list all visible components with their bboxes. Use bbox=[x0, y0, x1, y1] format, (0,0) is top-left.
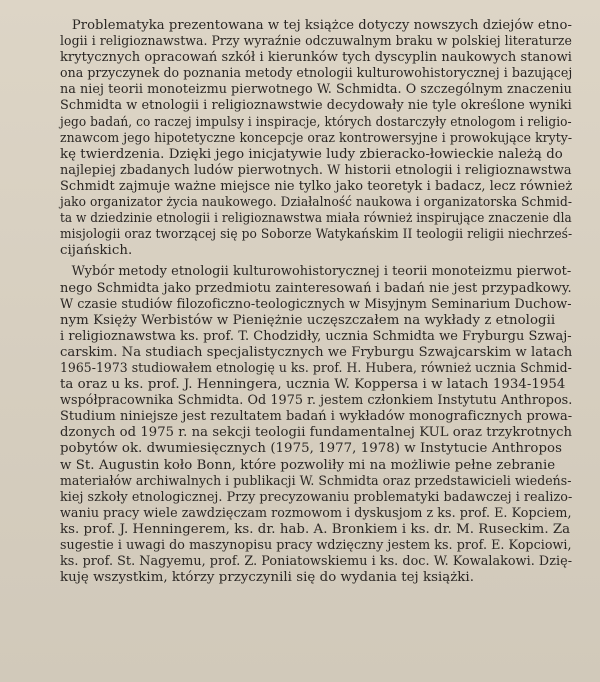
text-line: sugestie i uwagi do maszynopisu pracy wdzięczny jestem ks. prof. E. Kopciowi, bbox=[60, 538, 572, 553]
text-line: Problematyka prezentowana w tej książce dotyczy nowszych dziejów etno- bbox=[71, 18, 572, 33]
text-line: materiałów archiwalnych i publikacji W. Schmidta oraz przedstawicieli wiedeńs- bbox=[60, 473, 572, 489]
text-line: ta oraz u ks. prof. J. Henningera, ucznia W. Koppersa i w latach 1934-1954 bbox=[60, 377, 566, 393]
text-line: kuję wszystkim, którzy przyczynili się do wydania tej książki. bbox=[60, 570, 474, 586]
text-line: Studium niniejsze jest rezultatem badań i wykładów monograficznych prowa- bbox=[60, 409, 573, 425]
text-line: współpracownika Schmidta. Od 1975 r. jestem członkiem Instytutu Anthropos. bbox=[60, 393, 573, 409]
text-line: jako organizator życia naukowego. Działalność naukowa i organizatorska Schmid- bbox=[60, 195, 573, 211]
text-line: na niej teorii monoteizmu pierwotnego W. Schmidta. O szczególnym znaczeniu bbox=[60, 82, 572, 98]
text-line: ona przyczynek do poznania metody etnologii kulturowohistorycznej i bazującej bbox=[60, 66, 573, 82]
text-line: jego badań, co raczej impulsy i inspiracje, których dostarczyły etnologom i religio- bbox=[60, 114, 572, 130]
text-line: W czasie studiów filozoficzno-teologicznych w Misyjnym Seminarium Duchow- bbox=[60, 296, 572, 312]
text-line: ta w dziedzinie etnologii i religioznawstwa miała również inspirujące znaczenie dla bbox=[60, 211, 572, 227]
text-line: misjologii oraz tworzącej się po Soborze Watykańskim II teologii religii niechrześ- bbox=[60, 227, 573, 243]
text-line: kę twierdzenia. Dzięki jego inicjatywie ludy zbieracko-łowieckie należą do bbox=[60, 146, 563, 162]
text-line: 1965-1973 studiowałem etnologię u ks. prof. H. Hubera, również ucznia Schmid- bbox=[60, 360, 572, 376]
text-line: w St. Augustin koło Bonn, które pozwoliły mi na możliwie pełne zebranie bbox=[60, 457, 556, 473]
paragraph-1 bbox=[60, 18, 572, 259]
text-line: najlepiej zbadanych ludów pierwotnych. W historii etnologii i religioznawstwa bbox=[60, 162, 572, 178]
body-text bbox=[60, 18, 572, 586]
text-line: waniu pracy wiele zawdzięczam rozmowom i dyskusjom z ks. prof. E. Kopciem, bbox=[60, 505, 572, 521]
text-line: krytycznych opracowań szkół i kierunków tych dyscyplin naukowych stanowi bbox=[60, 50, 573, 66]
text-line: ks. prof. J. Henningerem, ks. dr. hab. A. Bronkiem i ks. dr. M. Ruseckim. Za bbox=[60, 521, 571, 537]
text-line: ks. prof. St. Nagyemu, prof. Z. Poniatowskiemu i ks. doc. W. Kowalakowi. Dzię- bbox=[60, 554, 573, 570]
text-line: cijańskich. bbox=[60, 243, 133, 259]
text-line: carskim. Na studiach specjalistycznych we Fryburgu Szwajcarskim w latach bbox=[60, 344, 573, 360]
text-line: nym Księży Werbistów w Pieniężnie uczęszczałem na wykłady z etnologii bbox=[60, 312, 556, 328]
text-line: pobytów ok. dwumiesięcznych (1975, 1977, 1978) w Instytucie Anthropos bbox=[60, 441, 562, 457]
text-line: i religioznawstwa ks. prof. T. Chodzidły, ucznia Schmidta we Fryburgu Szwaj- bbox=[60, 328, 572, 344]
text-line: kiej szkoły etnologicznej. Przy precyzowaniu problematyki badawczej i realizo- bbox=[60, 489, 573, 505]
text-line: dzonych od 1975 r. na sekcji teologii fundamentalnej KUL oraz trzykrotnych bbox=[60, 425, 573, 441]
text-line: znawcom jego hipotetyczne koncepcje oraz kontrowersyjne i prowokujące kryty- bbox=[60, 130, 573, 146]
text-line: Wybór metody etnologii kulturowohistorycznej i teorii monoteizmu pierwot- bbox=[71, 264, 572, 280]
text-line: Schmidt zajmuje ważne miejsce nie tylko jako teoretyk i badacz, lecz również bbox=[60, 178, 573, 194]
text-line: logii i religioznawstwa. Przy wyraźnie odczuwalnym braku w polskiej literaturze bbox=[60, 34, 572, 50]
paragraph-2 bbox=[60, 264, 572, 586]
text-line: Schmidta w etnologii i religioznawstwie decydowały nie tyle określone wyniki bbox=[60, 98, 572, 114]
text-line: nego Schmidta jako przedmiotu zainteresowań i badań nie jest przypadkowy. bbox=[60, 280, 572, 296]
